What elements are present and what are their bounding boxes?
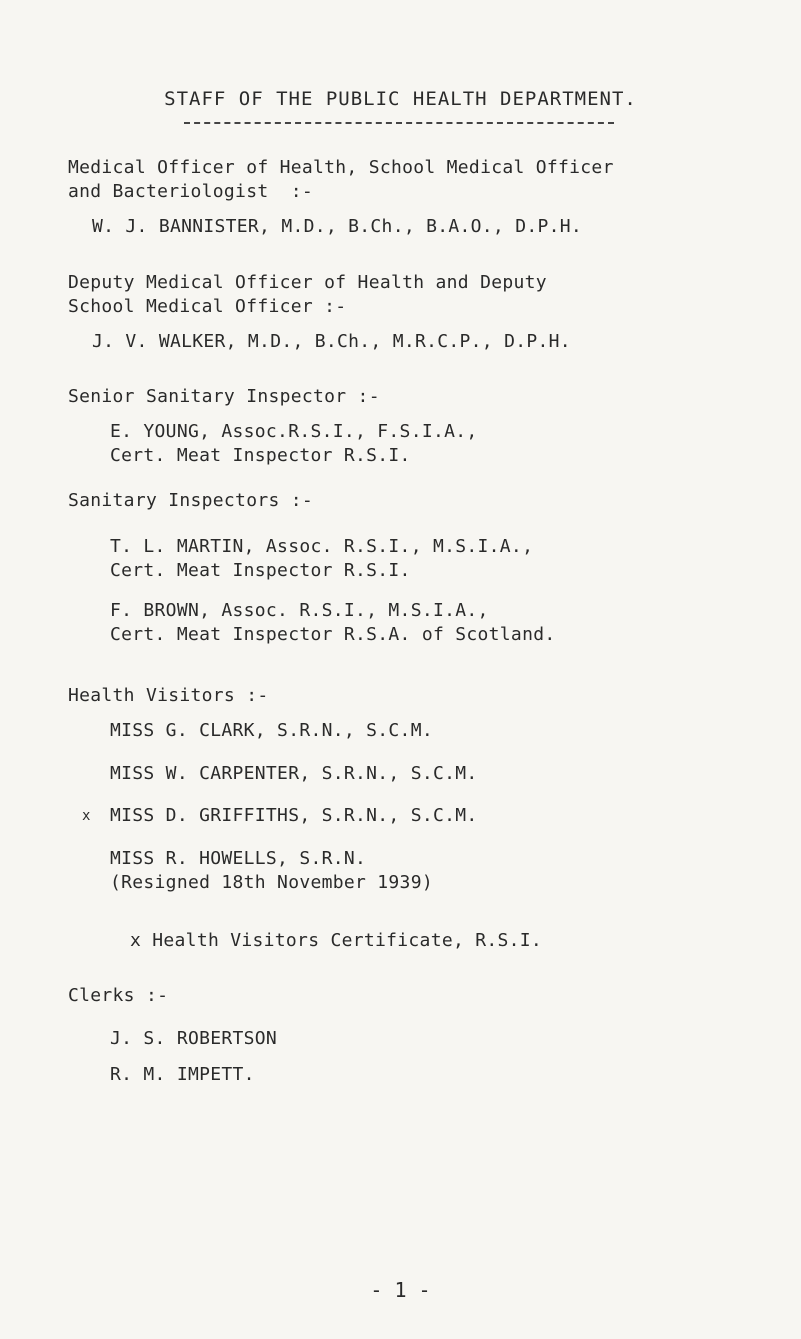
sanitary-inspector-1-line2: Cert. Meat Inspector R.S.I. — [110, 560, 411, 581]
moh-heading-line2: and Bacteriologist :- — [68, 181, 314, 202]
deputy-heading-line2: School Medical Officer :- — [68, 296, 347, 317]
sanitary-inspector-2-line2: Cert. Meat Inspector R.S.A. of Scotland. — [110, 624, 556, 645]
title-underline — [184, 122, 614, 124]
senior-sanitary-name-line2: Cert. Meat Inspector R.S.I. — [110, 445, 411, 466]
senior-sanitary-name-line1: E. YOUNG, Assoc.R.S.I., F.S.I.A., — [110, 421, 478, 442]
health-visitor-2: MISS W. CARPENTER, S.R.N., S.C.M. — [110, 763, 478, 784]
moh-name: W. J. BANNISTER, M.D., B.Ch., B.A.O., D.P.H. — [92, 216, 583, 237]
sanitary-heading: Sanitary Inspectors :- — [68, 490, 314, 511]
clerk-1: J. S. ROBERTSON — [110, 1028, 278, 1049]
moh-heading-line1: Medical Officer of Health, School Medical Officer — [68, 157, 614, 178]
document-title: STAFF OF THE PUBLIC HEALTH DEPARTMENT. — [164, 88, 637, 110]
senior-sanitary-heading: Senior Sanitary Inspector :- — [68, 386, 380, 407]
health-visitor-4: MISS R. HOWELLS, S.R.N. — [110, 848, 367, 869]
clerk-2: R. M. IMPETT. — [110, 1064, 255, 1085]
deputy-name: J. V. WALKER, M.D., B.Ch., M.R.C.P., D.P.H. — [92, 331, 571, 352]
deputy-heading-line1: Deputy Medical Officer of Health and Deputy — [68, 272, 547, 293]
certificate-mark: x — [82, 808, 91, 824]
health-visitor-4-note: (Resigned 18th November 1939) — [110, 872, 433, 893]
page-number: - 1 - — [370, 1278, 431, 1302]
health-visitors-heading: Health Visitors :- — [68, 685, 269, 706]
sanitary-inspector-2-line1: F. BROWN, Assoc. R.S.I., M.S.I.A., — [110, 600, 489, 621]
health-visitor-1: MISS G. CLARK, S.R.N., S.C.M. — [110, 720, 433, 741]
clerks-heading: Clerks :- — [68, 985, 169, 1006]
certificate-footnote: x Health Visitors Certificate, R.S.I. — [130, 930, 543, 951]
health-visitor-3: MISS D. GRIFFITHS, S.R.N., S.C.M. — [110, 805, 478, 826]
sanitary-inspector-1-line1: T. L. MARTIN, Assoc. R.S.I., M.S.I.A., — [110, 536, 534, 557]
